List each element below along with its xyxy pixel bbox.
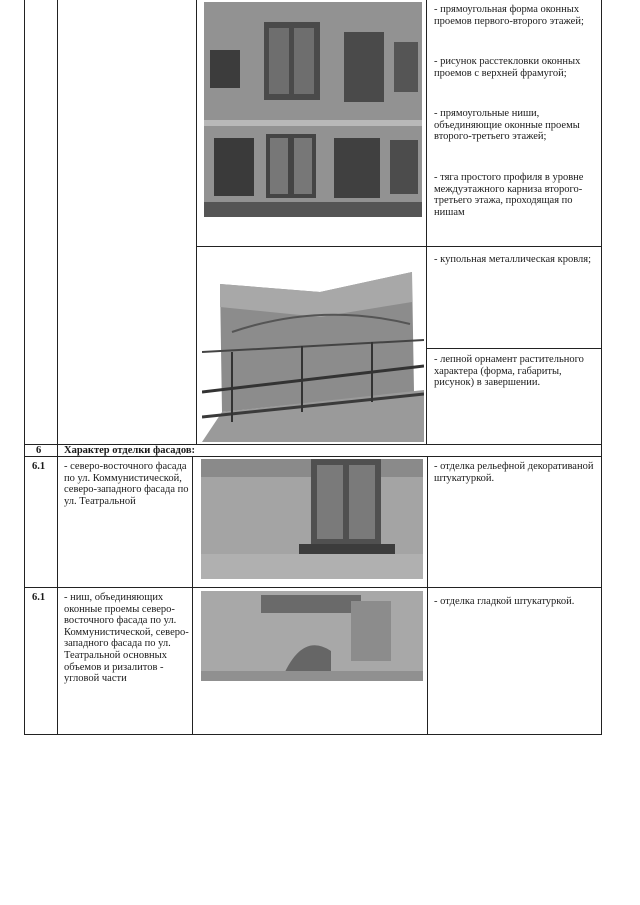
row-feature-text: - отделка рельефной декоративаной штукатуркой. xyxy=(434,461,594,484)
feature-glazing-pattern: - рисунок расстекловки оконных проемов с верхней фрамугой; xyxy=(434,56,581,79)
row-object-text: - ниш, объединяющих оконные проемы северо-восточного фасада по ул. Коммунистической, северо-западного фасада по ул. Театральной основных объемов и ризалитов - угловой части xyxy=(64,592,189,685)
col-divider-2-bottom xyxy=(192,456,193,735)
row-divider-photo xyxy=(196,246,602,247)
row-feature-text: - отделка гладкой штукатуркой. xyxy=(434,596,575,607)
section-title: Характер отделки фасадов: xyxy=(64,445,195,456)
row-divider-61 xyxy=(24,587,602,588)
heritage-table xyxy=(24,0,602,735)
feature-stucco-ornament: - лепной орнамент растительного характера (форма, габариты, рисунок) в завершении. xyxy=(434,354,584,389)
table-border-bottom xyxy=(24,734,602,735)
row-number: 6.1 xyxy=(32,592,46,603)
row-divider-section6-bottom xyxy=(24,456,602,457)
col-divider-1 xyxy=(57,0,58,735)
smooth-plaster-photo xyxy=(201,591,423,681)
feature-cornice-band: - тяга простого профиля в уровне междуэтажного карниза второго-третьего этажа, проходящая по нишам xyxy=(434,172,584,218)
feature-window-shape: - прямоугольная форма оконных проемов первого-второго этажей; xyxy=(434,4,584,27)
col-divider-3-bottom xyxy=(427,456,428,735)
section-number: 6 xyxy=(36,445,42,456)
table-border-right xyxy=(601,0,602,735)
row-object-text: - северо-восточного фасада по ул. Коммунистической, северо-западного фасада по ул. Театральной xyxy=(64,461,189,507)
table-border-left xyxy=(24,0,25,735)
row-number: 6.1 xyxy=(32,461,46,472)
relief-plaster-photo xyxy=(201,459,423,579)
col-divider-2-top xyxy=(196,0,197,444)
dome-roof-photo xyxy=(202,262,424,442)
row-divider-roof xyxy=(427,348,602,349)
facade-windows-photo xyxy=(204,2,422,217)
col-divider-3-top xyxy=(426,0,427,444)
feature-dome-roof: - купольная металлическая кровля; xyxy=(434,254,592,265)
feature-rect-niches: - прямоугольные ниши, объединяющие оконные проемы второго-третьего этажей; xyxy=(434,108,580,143)
